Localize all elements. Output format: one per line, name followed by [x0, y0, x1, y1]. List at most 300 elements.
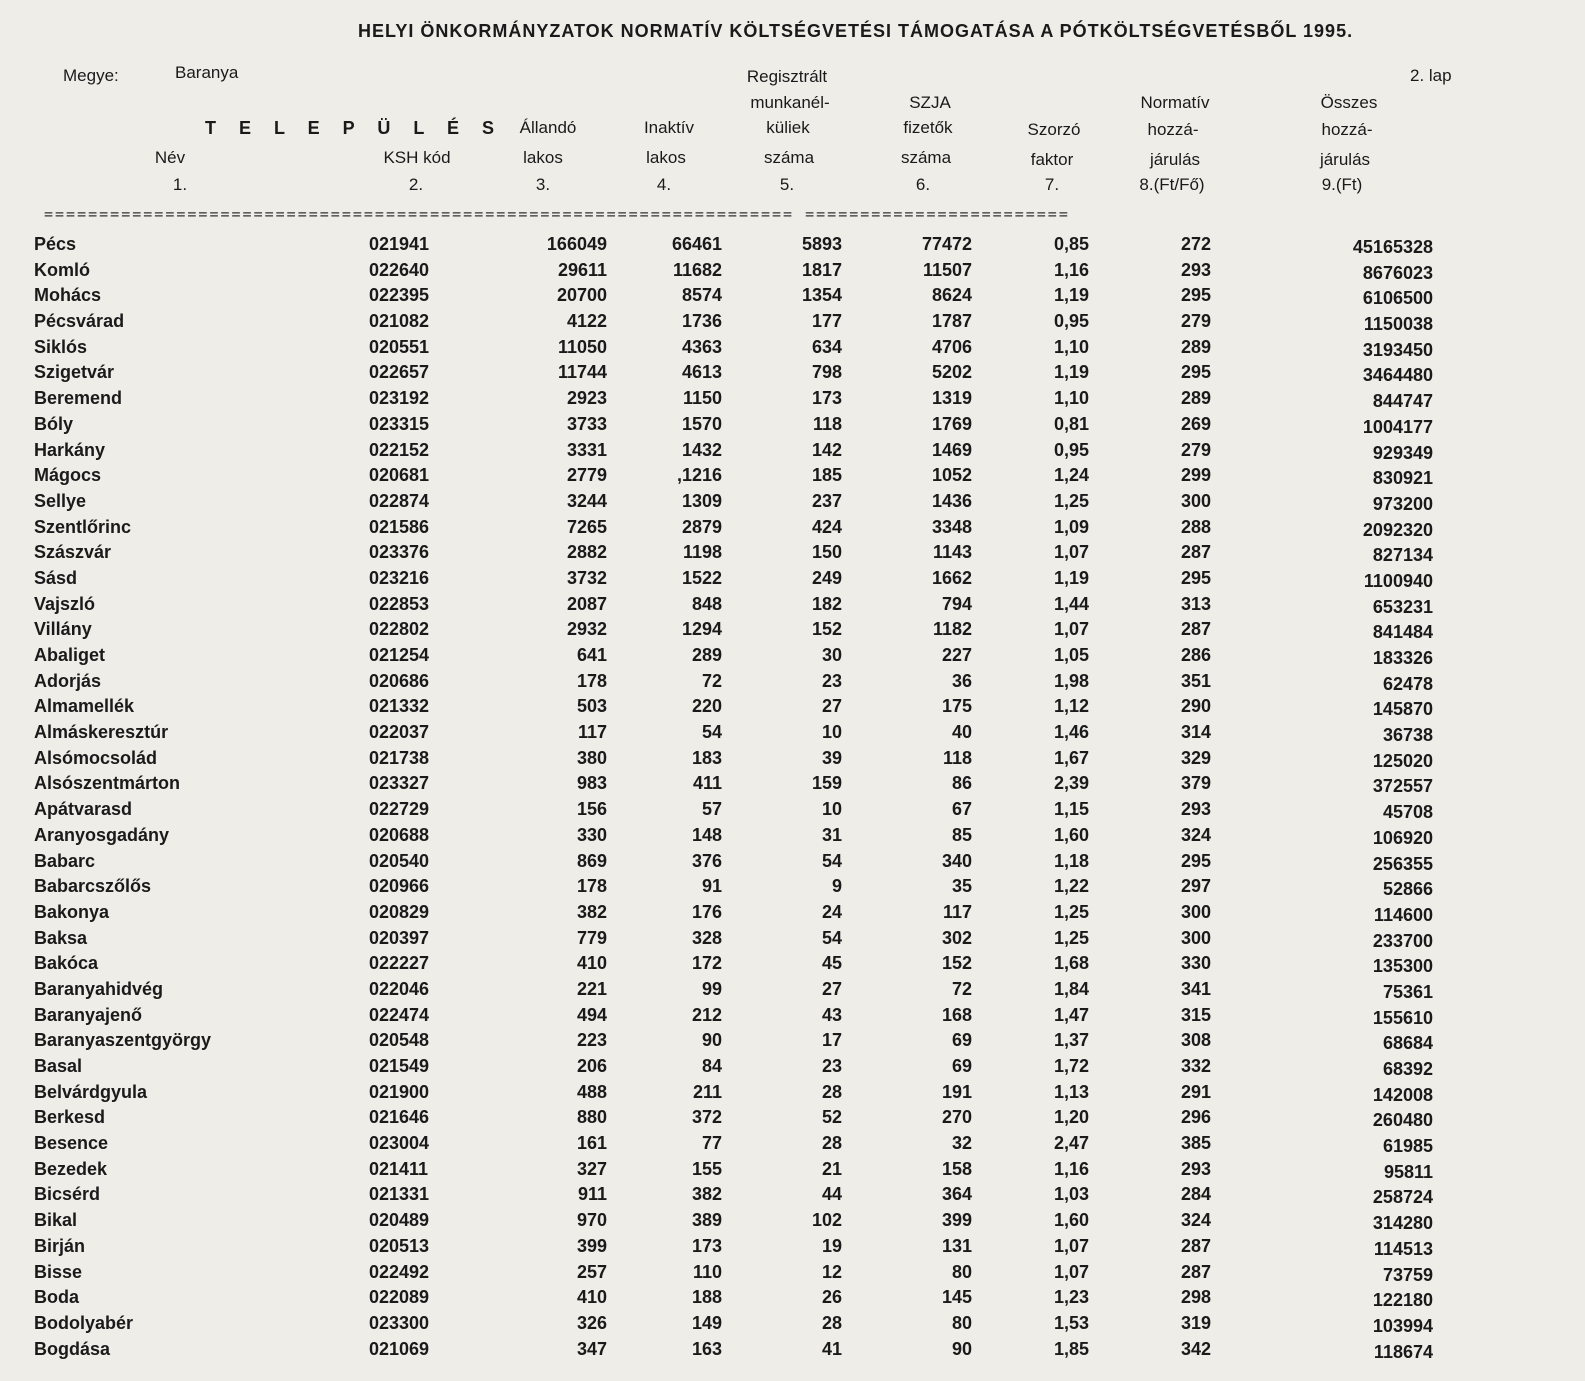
- inactive-pop-cell: 1309: [681, 490, 722, 511]
- unemployed-cell: 19: [821, 1235, 842, 1256]
- table-row: [0, 337, 1585, 363]
- taxpayers-cell: 191: [941, 1081, 972, 1102]
- taxpayers-cell: 794: [941, 593, 972, 614]
- unemployed-cell: 118: [812, 413, 842, 434]
- resident-pop-cell: 410: [576, 953, 607, 974]
- resident-pop-cell: 4122: [566, 311, 607, 332]
- table-row: [0, 645, 1585, 671]
- unemployed-cell: 27: [821, 978, 842, 999]
- taxpayers-cell: 1319: [931, 388, 972, 409]
- inactive-pop-cell: 66461: [671, 234, 722, 254]
- col8-label-3: járulás: [1149, 150, 1201, 169]
- total-cell: 114600: [1373, 904, 1433, 925]
- total-cell: 95811: [1383, 1161, 1433, 1182]
- inactive-pop-cell: 220: [691, 696, 722, 717]
- multiplier-cell: 2,47: [1053, 1133, 1089, 1154]
- multiplier-cell: 1,98: [1053, 670, 1089, 691]
- multiplier-cell: 1,16: [1053, 1158, 1089, 1179]
- col6-num: 6.: [915, 175, 931, 194]
- multiplier-cell: 1,68: [1053, 953, 1089, 974]
- col6-label-2: fizetők: [903, 118, 953, 137]
- normative-cell: 279: [1180, 439, 1211, 460]
- total-cell: 118674: [1373, 1341, 1433, 1362]
- unemployed-cell: 39: [821, 747, 842, 768]
- normative-cell: 295: [1180, 362, 1211, 383]
- total-cell: 653231: [1372, 596, 1433, 617]
- table-row: [0, 362, 1585, 388]
- ksh-code-cell: 021411: [369, 1158, 429, 1179]
- taxpayers-cell: 3348: [931, 516, 972, 537]
- normative-cell: 319: [1180, 1312, 1211, 1333]
- table-row: [0, 876, 1585, 902]
- taxpayers-cell: 36: [951, 670, 972, 691]
- inactive-pop-cell: 1736: [681, 311, 722, 332]
- col6-label-1: SZJA: [909, 93, 951, 112]
- taxpayers-cell: 69: [951, 1030, 972, 1051]
- county-label: Megye:: [63, 66, 119, 85]
- table-row: [0, 1210, 1585, 1236]
- county-value: Baranya: [175, 63, 239, 82]
- inactive-pop-cell: 57: [701, 799, 722, 820]
- col5-label-3: küliek: [766, 118, 810, 137]
- inactive-pop-cell: ,1216: [676, 465, 722, 486]
- taxpayers-cell: 227: [941, 645, 972, 665]
- unemployed-cell: 150: [811, 542, 842, 563]
- col3-label-2: lakos: [523, 148, 563, 167]
- multiplier-cell: 0,95: [1053, 439, 1089, 460]
- multiplier-cell: 1,16: [1053, 259, 1089, 280]
- col7-label-1: Szorzó: [1027, 120, 1081, 139]
- taxpayers-cell: 364: [941, 1184, 972, 1205]
- resident-pop-cell: 911: [577, 1184, 607, 1205]
- total-cell: 106920: [1372, 827, 1433, 848]
- inactive-pop-cell: 176: [691, 901, 722, 922]
- multiplier-cell: 1,25: [1053, 901, 1089, 922]
- col9-num: 9.(Ft): [1321, 175, 1363, 194]
- unemployed-cell: 1354: [801, 285, 842, 306]
- name-cell: Adorjás: [34, 670, 102, 691]
- col5-num: 5.: [779, 175, 795, 194]
- multiplier-cell: 1,72: [1053, 1056, 1089, 1076]
- name-cell: Harkány: [34, 439, 106, 460]
- table-row: [0, 1030, 1585, 1056]
- ksh-code-cell: 023315: [369, 413, 430, 434]
- normative-cell: 293: [1180, 1158, 1211, 1179]
- taxpayers-cell: 90: [951, 1338, 972, 1359]
- normative-cell: 291: [1180, 1081, 1211, 1102]
- taxpayers-cell: 117: [942, 901, 972, 922]
- col2-num: 2.: [408, 175, 424, 194]
- col9-label-1: Összes: [1320, 93, 1378, 112]
- resident-pop-cell: 3331: [566, 439, 607, 460]
- table-row: [0, 260, 1585, 286]
- resident-pop-cell: 11050: [557, 336, 607, 357]
- page-label: 2. lap: [1410, 66, 1452, 85]
- resident-pop-cell: 166049: [546, 234, 607, 254]
- name-cell: Boda: [34, 1287, 79, 1308]
- normative-cell: 286: [1180, 645, 1211, 665]
- taxpayers-cell: 1052: [931, 465, 972, 486]
- group-header: T E L E P Ü L É S: [205, 118, 504, 138]
- resident-pop-cell: 326: [576, 1312, 607, 1333]
- unemployed-cell: 159: [811, 773, 842, 794]
- table-row: [0, 1339, 1585, 1365]
- total-cell: 3464480: [1362, 365, 1433, 386]
- ksh-code-cell: 021900: [369, 1081, 430, 1102]
- inactive-pop-cell: 99: [701, 978, 722, 999]
- total-cell: 260480: [1372, 1110, 1433, 1131]
- resident-pop-cell: 503: [576, 696, 607, 717]
- col5-label-2: munkanél-: [750, 93, 830, 112]
- multiplier-cell: 1,19: [1053, 285, 1089, 306]
- normative-cell: 297: [1180, 876, 1211, 897]
- unemployed-cell: 24: [821, 901, 842, 922]
- multiplier-cell: 1,53: [1053, 1312, 1089, 1333]
- unemployed-cell: 10: [821, 799, 842, 820]
- name-cell: Alsószentmárton: [34, 773, 181, 794]
- col8-label-2: hozzá-: [1147, 120, 1199, 139]
- table-row: [0, 722, 1585, 748]
- name-cell: Almamellék: [34, 696, 135, 717]
- taxpayers-cell: 1662: [931, 567, 972, 588]
- ksh-code-cell: 022474: [369, 1004, 430, 1025]
- resident-pop-cell: 11744: [557, 362, 607, 383]
- inactive-pop-cell: 91: [701, 876, 722, 897]
- ksh-code-cell: 022089: [369, 1287, 430, 1308]
- inactive-pop-cell: 376: [691, 850, 722, 871]
- col3-label-1: Állandó: [519, 118, 577, 137]
- unemployed-cell: 12: [821, 1261, 842, 1282]
- name-cell: Aranyosgadány: [34, 824, 170, 845]
- unemployed-cell: 52: [821, 1107, 842, 1128]
- normative-cell: 293: [1180, 799, 1211, 820]
- resident-pop-cell: 347: [576, 1338, 607, 1359]
- multiplier-cell: 1,85: [1053, 1338, 1089, 1359]
- taxpayers-cell: 399: [941, 1210, 972, 1231]
- inactive-pop-cell: 1570: [681, 413, 722, 434]
- table-row: [0, 1236, 1585, 1262]
- name-cell: Villány: [34, 619, 92, 640]
- ksh-code-cell: 022802: [369, 619, 430, 640]
- table-row: [0, 414, 1585, 440]
- unemployed-cell: 1817: [801, 259, 842, 280]
- total-cell: 68684: [1382, 1033, 1433, 1054]
- name-cell: Birján: [34, 1235, 86, 1256]
- normative-cell: 308: [1180, 1030, 1211, 1051]
- normative-cell: 351: [1180, 670, 1211, 691]
- total-cell: 256355: [1372, 853, 1433, 874]
- multiplier-cell: 1,07: [1053, 619, 1089, 640]
- ksh-code-cell: 021738: [369, 747, 430, 768]
- table-row: [0, 1262, 1585, 1288]
- col9-label-2: hozzá-: [1321, 120, 1373, 139]
- normative-cell: 295: [1180, 285, 1211, 306]
- total-cell: 125020: [1372, 750, 1433, 771]
- ksh-code-cell: 020489: [369, 1210, 430, 1231]
- normative-cell: 296: [1180, 1107, 1211, 1128]
- table-row: [0, 773, 1585, 799]
- resident-pop-cell: 178: [576, 876, 607, 897]
- inactive-pop-cell: 188: [691, 1287, 722, 1308]
- table-row: [0, 594, 1585, 620]
- separator-line: ==================================================================== ========================: [44, 205, 1070, 223]
- normative-cell: 290: [1180, 696, 1211, 717]
- total-cell: 6106500: [1362, 288, 1433, 309]
- resident-pop-cell: 880: [576, 1107, 607, 1128]
- ksh-code-cell: 020548: [369, 1030, 430, 1051]
- ksh-code-cell: 022853: [369, 593, 430, 614]
- multiplier-cell: 1,44: [1053, 593, 1089, 614]
- col4-label-2: lakos: [646, 148, 686, 167]
- ksh-code-cell: 020397: [369, 927, 430, 948]
- resident-pop-cell: 641: [576, 645, 607, 665]
- col8-label-1: Normatív: [1140, 93, 1210, 112]
- total-cell: 145870: [1372, 699, 1433, 720]
- table-row: [0, 1005, 1585, 1031]
- name-cell: Alsómocsolád: [34, 747, 158, 768]
- col1-num: 1.: [172, 175, 188, 194]
- inactive-pop-cell: 411: [692, 773, 722, 794]
- normative-cell: 298: [1180, 1287, 1211, 1308]
- normative-cell: 289: [1180, 388, 1211, 409]
- taxpayers-cell: 86: [951, 773, 972, 794]
- table-row: [0, 542, 1585, 568]
- inactive-pop-cell: 212: [691, 1004, 722, 1025]
- unemployed-cell: 23: [821, 1056, 842, 1076]
- multiplier-cell: 1,15: [1053, 799, 1089, 820]
- ksh-code-cell: 020686: [369, 670, 430, 691]
- inactive-pop-cell: 1150: [682, 388, 722, 409]
- resident-pop-cell: 161: [576, 1133, 607, 1154]
- unemployed-cell: 44: [821, 1184, 842, 1205]
- table-row: [0, 1287, 1585, 1313]
- ksh-code-cell: 020540: [369, 850, 430, 871]
- multiplier-cell: 1,46: [1053, 722, 1089, 743]
- ksh-code-cell: 022152: [369, 439, 430, 460]
- table-row: [0, 979, 1585, 1005]
- resident-pop-cell: 3244: [566, 490, 607, 511]
- inactive-pop-cell: 90: [701, 1030, 722, 1051]
- total-cell: 122180: [1372, 1290, 1433, 1311]
- total-cell: 372557: [1372, 776, 1433, 797]
- unemployed-cell: 185: [811, 465, 842, 486]
- taxpayers-cell: 152: [941, 953, 972, 974]
- ksh-code-cell: 021069: [369, 1338, 430, 1359]
- ksh-code-cell: 022874: [369, 490, 430, 511]
- resident-pop-cell: 494: [576, 1004, 607, 1025]
- multiplier-cell: 1,20: [1053, 1107, 1089, 1128]
- inactive-pop-cell: 4363: [681, 336, 722, 357]
- multiplier-cell: 1,23: [1053, 1287, 1089, 1308]
- total-cell: 830921: [1372, 468, 1433, 489]
- unemployed-cell: 28: [821, 1081, 842, 1102]
- normative-cell: 272: [1180, 234, 1211, 254]
- total-cell: 135300: [1372, 956, 1433, 977]
- resident-pop-cell: 3732: [566, 567, 607, 588]
- total-cell: 155610: [1372, 1007, 1433, 1028]
- resident-pop-cell: 7265: [566, 516, 607, 537]
- inactive-pop-cell: 4613: [681, 362, 722, 383]
- table-row: [0, 440, 1585, 466]
- total-cell: 841484: [1372, 622, 1433, 643]
- inactive-pop-cell: 173: [691, 1235, 722, 1256]
- name-cell: Sellye: [34, 490, 87, 511]
- unemployed-cell: 54: [821, 927, 842, 948]
- name-cell: Beremend: [34, 388, 123, 409]
- taxpayers-cell: 1143: [932, 542, 972, 563]
- table-row: [0, 285, 1585, 311]
- table-row: [0, 671, 1585, 697]
- taxpayers-cell: 131: [941, 1235, 972, 1256]
- normative-cell: 287: [1180, 1235, 1211, 1256]
- multiplier-cell: 1,18: [1053, 850, 1089, 871]
- name-cell: Pécs: [34, 234, 77, 254]
- taxpayers-cell: 1787: [931, 311, 972, 332]
- unemployed-cell: 102: [811, 1210, 842, 1231]
- name-cell: Baranyahidvég: [34, 978, 164, 999]
- unemployed-cell: 182: [811, 593, 842, 614]
- total-cell: 973200: [1372, 493, 1433, 514]
- col3-num: 3.: [535, 175, 551, 194]
- col4-label-1: Inaktív: [643, 118, 695, 137]
- ksh-code-cell: 023004: [369, 1133, 430, 1154]
- unemployed-cell: 177: [811, 311, 842, 332]
- unemployed-cell: 142: [811, 439, 842, 460]
- unemployed-cell: 634: [811, 336, 842, 357]
- ksh-code-cell: 020551: [369, 336, 430, 357]
- col5-label-1: Regisztrált: [746, 67, 828, 86]
- unemployed-cell: 21: [821, 1158, 842, 1179]
- resident-pop-cell: 970: [576, 1210, 607, 1231]
- name-cell: Bodolyabér: [34, 1312, 134, 1333]
- inactive-pop-cell: 2879: [681, 516, 722, 537]
- table-row: [0, 491, 1585, 517]
- inactive-pop-cell: 155: [691, 1158, 722, 1179]
- total-cell: 183326: [1372, 648, 1433, 668]
- table-row: [0, 799, 1585, 825]
- total-cell: 103994: [1372, 1315, 1433, 1336]
- taxpayers-cell: 1436: [931, 490, 972, 511]
- table-row: [0, 1107, 1585, 1133]
- resident-pop-cell: 2087: [566, 593, 607, 614]
- ksh-code-cell: 021549: [369, 1056, 430, 1076]
- multiplier-cell: 1,10: [1053, 388, 1089, 409]
- normative-cell: 300: [1180, 490, 1211, 511]
- name-cell: Szászvár: [34, 542, 112, 563]
- inactive-pop-cell: 8574: [681, 285, 722, 306]
- inactive-pop-cell: 77: [701, 1133, 722, 1154]
- resident-pop-cell: 117: [577, 722, 607, 743]
- unemployed-cell: 17: [821, 1030, 842, 1051]
- unemployed-cell: 27: [821, 696, 842, 717]
- name-cell: Szigetvár: [34, 362, 115, 383]
- name-cell: Sásd: [34, 567, 78, 588]
- inactive-pop-cell: 72: [701, 670, 722, 691]
- normative-cell: 342: [1180, 1338, 1211, 1359]
- taxpayers-cell: 80: [951, 1261, 972, 1282]
- ksh-code-cell: 023192: [369, 388, 430, 409]
- multiplier-cell: 0,85: [1053, 234, 1089, 254]
- inactive-pop-cell: 183: [691, 747, 722, 768]
- normative-cell: 269: [1180, 413, 1211, 434]
- multiplier-cell: 1,19: [1053, 567, 1089, 588]
- taxpayers-cell: 80: [951, 1312, 972, 1333]
- name-cell: Szentlőrinc: [34, 516, 132, 537]
- normative-cell: 287: [1180, 619, 1211, 640]
- multiplier-cell: 1,67: [1053, 747, 1089, 768]
- total-cell: 1100940: [1363, 570, 1433, 591]
- resident-pop-cell: 983: [576, 773, 607, 794]
- normative-cell: 315: [1180, 1004, 1211, 1025]
- total-cell: 1150038: [1363, 314, 1433, 335]
- resident-pop-cell: 2923: [566, 388, 607, 409]
- resident-pop-cell: 488: [576, 1081, 607, 1102]
- multiplier-cell: 1,12: [1053, 696, 1089, 717]
- taxpayers-cell: 1769: [931, 413, 972, 434]
- normative-cell: 295: [1180, 850, 1211, 871]
- name-cell: Abaliget: [34, 645, 106, 665]
- normative-cell: 385: [1180, 1133, 1211, 1154]
- name-cell: Baranyajenő: [34, 1004, 143, 1025]
- unemployed-cell: 10: [821, 722, 842, 743]
- data-table: [0, 234, 1585, 1364]
- resident-pop-cell: 410: [576, 1287, 607, 1308]
- name-cell: Komló: [34, 259, 90, 280]
- name-cell: Bicsérd: [34, 1184, 101, 1205]
- total-cell: 314280: [1372, 1213, 1433, 1234]
- resident-pop-cell: 380: [576, 747, 607, 768]
- col8-num: 8.(Ft/Fő): [1139, 175, 1205, 194]
- taxpayers-cell: 77472: [921, 234, 972, 254]
- taxpayers-cell: 1469: [931, 439, 972, 460]
- ksh-code-cell: 023216: [369, 567, 430, 588]
- unemployed-cell: 26: [821, 1287, 842, 1308]
- inactive-pop-cell: 84: [701, 1056, 722, 1076]
- name-cell: Belvárdgyula: [34, 1081, 148, 1102]
- ksh-code-cell: 022657: [369, 362, 430, 383]
- name-cell: Bakóca: [34, 953, 99, 974]
- ksh-code-cell: 022640: [369, 259, 430, 280]
- ksh-code-cell: 023327: [369, 773, 430, 794]
- ksh-code-cell: 022729: [369, 799, 430, 820]
- unemployed-cell: 798: [811, 362, 842, 383]
- multiplier-cell: 1,25: [1053, 490, 1089, 511]
- name-cell: Basal: [34, 1056, 83, 1076]
- normative-cell: 295: [1180, 567, 1211, 588]
- name-cell: Apátvarasd: [34, 799, 133, 820]
- multiplier-cell: 0,95: [1053, 311, 1089, 332]
- normative-cell: 330: [1180, 953, 1211, 974]
- taxpayers-cell: 145: [941, 1287, 972, 1308]
- inactive-pop-cell: 1522: [681, 567, 722, 588]
- table-row: [0, 696, 1585, 722]
- taxpayers-cell: 67: [951, 799, 972, 820]
- inactive-pop-cell: 1294: [681, 619, 722, 640]
- unemployed-cell: 31: [821, 824, 842, 845]
- multiplier-cell: 1,07: [1053, 1261, 1089, 1282]
- resident-pop-cell: 206: [576, 1056, 607, 1076]
- normative-cell: 288: [1180, 516, 1211, 537]
- taxpayers-cell: 1182: [932, 619, 972, 640]
- name-cell: Pécsvárad: [34, 311, 125, 332]
- normative-cell: 332: [1180, 1056, 1211, 1076]
- taxpayers-cell: 118: [942, 747, 972, 768]
- name-cell: Besence: [34, 1133, 109, 1154]
- ksh-code-cell: 022395: [369, 285, 430, 306]
- table-row: [0, 902, 1585, 928]
- table-row: [0, 388, 1585, 414]
- name-cell: Vajszló: [34, 593, 96, 614]
